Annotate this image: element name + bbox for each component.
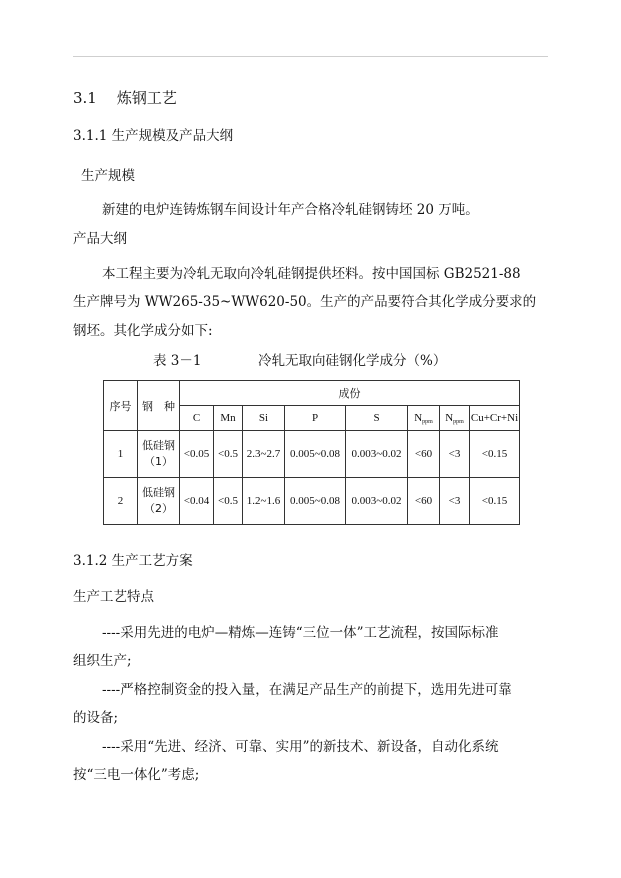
feature-2-line-1: ----严格控制资金的投入量，在满足产品生产的前提下，选用先进可靠 <box>102 682 512 698</box>
scale-label: 生产规模 <box>81 168 135 184</box>
table-caption-title: 冷轧无取向硅钢化学成分（%） <box>258 353 447 369</box>
header-n-2-sub: ppm <box>453 418 464 425</box>
cell-n-2: <3 <box>440 431 470 478</box>
outline-line-3: 钢坯。其化学成分如下: <box>73 323 213 339</box>
cell-s: 0.003~0.02 <box>346 478 408 525</box>
header-n-1 <box>408 406 440 431</box>
feature-2-line-2: 的设备; <box>73 710 119 726</box>
cell-c: <0.04 <box>180 478 214 525</box>
header-cu-cr-ni: Cu+Cr+Ni <box>470 406 520 431</box>
header-s: S <box>346 406 408 431</box>
header-n-2-base: N <box>445 411 454 424</box>
header-p: P <box>285 406 346 431</box>
header-mn: Mn <box>214 406 243 431</box>
cell-si: 2.3~2.7 <box>243 431 285 478</box>
row-index: 2 <box>104 478 138 525</box>
cell-cu-cr-ni: <0.15 <box>470 478 520 525</box>
cell-mn: <0.5 <box>214 478 243 525</box>
cell-p: 0.005~0.08 <box>285 431 346 478</box>
header-n-1-sub: ppm <box>422 418 433 425</box>
table-row <box>104 478 520 525</box>
cell-n-1: <60 <box>408 431 440 478</box>
chemical-composition-table <box>103 380 520 525</box>
subsection-heading-1: 3.1.1 生产规模及产品大纲 <box>73 128 234 144</box>
header-n-2 <box>440 406 470 431</box>
row-index: 1 <box>104 431 138 478</box>
scale-paragraph: 新建的电炉连铸炼钢车间设计年产合格冷轧硅钢铸坯 20 万吨。 <box>102 202 479 218</box>
feature-1-line-2: 组织生产; <box>73 653 132 669</box>
section-heading <box>73 91 177 106</box>
outline-line-1: 本工程主要为冷轧无取向冷轧硅钢提供坯料。按中国国标 GB2521-88 <box>102 266 521 282</box>
header-c: C <box>180 406 214 431</box>
table-row <box>104 431 520 478</box>
steel-grade: （1） <box>144 455 173 468</box>
header-steel-type: 钢 种 <box>138 381 180 431</box>
steel-grade: （2） <box>144 502 173 515</box>
cell-n-1: <60 <box>408 478 440 525</box>
subsection-heading-2: 3.1.2 生产工艺方案 <box>73 553 193 569</box>
header-si: Si <box>243 406 285 431</box>
feature-1-line-1: ----采用先进的电炉—精炼—连铸“三位一体”工艺流程，按国际标准 <box>102 625 499 641</box>
row-steel-type <box>138 478 180 525</box>
header-composition: 成份 <box>180 381 520 406</box>
cell-p: 0.005~0.08 <box>285 478 346 525</box>
feature-3-line-2: 按“三电一体化”考虑; <box>73 767 200 783</box>
section-number: 3.1 <box>73 89 97 107</box>
cell-cu-cr-ni: <0.15 <box>470 431 520 478</box>
steel-name: 低硅钢 <box>142 485 175 499</box>
header-index: 序号 <box>104 381 138 431</box>
section-title: 炼钢工艺 <box>116 89 177 107</box>
feature-3-line-1: ----采用“先进、经济、可靠、实用”的新技术、新设备，自动化系统 <box>102 739 499 755</box>
header-n-1-base: N <box>414 411 423 424</box>
header-rule <box>73 56 548 57</box>
outline-line-2: 生产牌号为 WW265-35~WW620-50。生产的产品要符合其化学成分要求的 <box>73 294 537 310</box>
table-caption-number: 表 3－1 <box>153 353 202 369</box>
cell-c: <0.05 <box>180 431 214 478</box>
row-steel-type <box>138 431 180 478</box>
outline-label: 产品大纲 <box>73 231 127 247</box>
cell-s: 0.003~0.02 <box>346 431 408 478</box>
steel-name: 低硅钢 <box>142 438 175 452</box>
features-label: 生产工艺特点 <box>73 589 154 605</box>
cell-mn: <0.5 <box>214 431 243 478</box>
cell-n-2: <3 <box>440 478 470 525</box>
cell-si: 1.2~1.6 <box>243 478 285 525</box>
